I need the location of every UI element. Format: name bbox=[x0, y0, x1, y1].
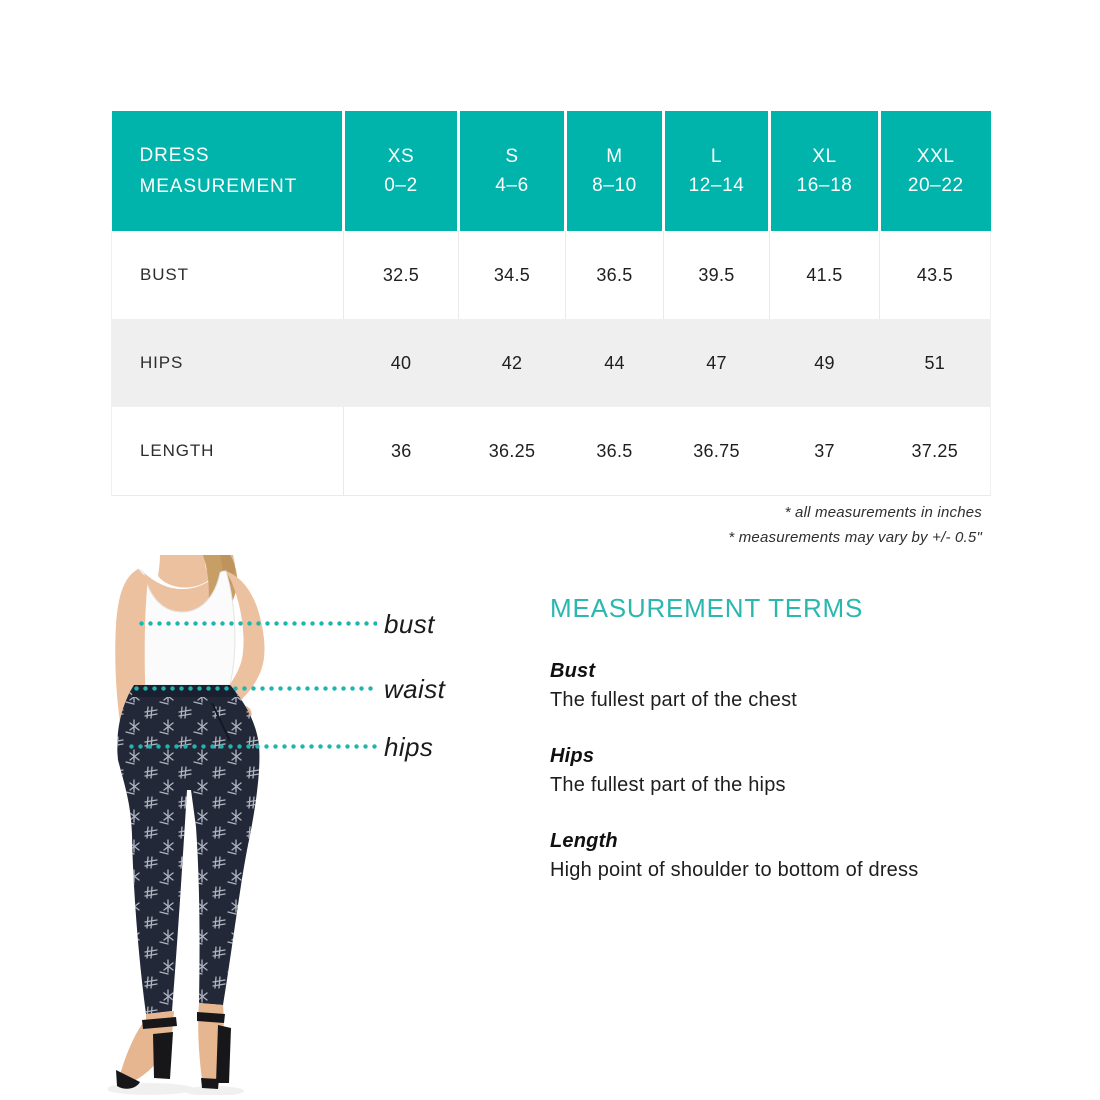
cell-bust-xl: 41.5 bbox=[770, 231, 880, 319]
column-header-xxl bbox=[880, 111, 991, 231]
table-row-length bbox=[112, 407, 991, 496]
table-title-cell: DRESS MEASUREMENT bbox=[112, 111, 344, 231]
size-name: S bbox=[505, 146, 519, 167]
model-figure-illustration bbox=[108, 555, 356, 1095]
measurement-terms-section bbox=[550, 593, 1030, 915]
size-range: 0–2 bbox=[384, 175, 418, 196]
column-header-l bbox=[664, 111, 770, 231]
footnote-units: * all measurements in inches bbox=[784, 504, 982, 521]
size-name: XS bbox=[387, 146, 415, 167]
table-header bbox=[112, 111, 991, 231]
cell-bust-s: 34.5 bbox=[459, 231, 566, 319]
term-name: Bust bbox=[550, 660, 596, 682]
size-name: XL bbox=[812, 146, 837, 167]
size-range: 8–10 bbox=[592, 175, 637, 196]
row-label-bust: BUST bbox=[112, 231, 344, 319]
size-name: M bbox=[606, 146, 623, 167]
cell-bust-m: 36.5 bbox=[566, 231, 664, 319]
bust-line-label: bust bbox=[384, 609, 435, 639]
feet-and-sandals bbox=[116, 1003, 231, 1089]
cell-hips-s: 42 bbox=[459, 319, 566, 407]
waist-line-label: waist bbox=[384, 674, 446, 704]
term-name: Hips bbox=[550, 745, 595, 767]
cell-hips-l: 47 bbox=[664, 319, 770, 407]
cell-length-s: 36.25 bbox=[459, 407, 566, 496]
term-item-length bbox=[550, 830, 1030, 882]
size-range: 20–22 bbox=[907, 175, 964, 196]
column-header-s bbox=[459, 111, 566, 231]
cell-hips-m: 44 bbox=[566, 319, 664, 407]
cell-length-l: 36.75 bbox=[664, 407, 770, 496]
cell-hips-xs: 40 bbox=[344, 319, 459, 407]
size-range: 12–14 bbox=[688, 175, 745, 196]
size-name: L bbox=[710, 146, 723, 167]
waist-dotted-line bbox=[132, 686, 377, 691]
model-photo bbox=[108, 555, 356, 1095]
cell-bust-l: 39.5 bbox=[664, 231, 770, 319]
hips-dotted-line bbox=[127, 744, 377, 749]
cell-length-xxl: 37.25 bbox=[880, 407, 991, 496]
terms-heading: MEASUREMENT TERMS bbox=[550, 593, 864, 623]
table-row-hips bbox=[112, 319, 991, 407]
term-definition: The fullest part of the chest bbox=[550, 689, 798, 711]
patterned-pants bbox=[117, 685, 259, 1014]
size-range: 16–18 bbox=[796, 175, 853, 196]
column-header-xl bbox=[770, 111, 880, 231]
term-name: Length bbox=[550, 830, 618, 852]
cell-length-xl: 37 bbox=[770, 407, 880, 496]
size-range: 4–6 bbox=[495, 175, 529, 196]
column-header-xs bbox=[344, 111, 459, 231]
cell-hips-xxl: 51 bbox=[880, 319, 991, 407]
size-name: XXL bbox=[916, 146, 955, 167]
cell-length-m: 36.5 bbox=[566, 407, 664, 496]
bust-dotted-line bbox=[137, 621, 377, 626]
footnote-tolerance: * measurements may vary by +/- 0.5" bbox=[728, 529, 982, 546]
row-label-length: LENGTH bbox=[112, 407, 344, 496]
cell-length-xs: 36 bbox=[344, 407, 459, 496]
column-header-m bbox=[566, 111, 664, 231]
cell-bust-xs: 32.5 bbox=[344, 231, 459, 319]
term-definition: The fullest part of the hips bbox=[550, 774, 786, 796]
cell-bust-xxl: 43.5 bbox=[880, 231, 991, 319]
term-item-bust bbox=[550, 660, 1030, 712]
size-chart-table bbox=[111, 111, 991, 496]
row-label-hips: HIPS bbox=[112, 319, 344, 407]
term-item-hips bbox=[550, 745, 1030, 797]
footnotes bbox=[111, 500, 982, 550]
cell-hips-xl: 49 bbox=[770, 319, 880, 407]
table-row-bust bbox=[112, 231, 991, 319]
hips-line-label: hips bbox=[384, 732, 434, 762]
term-definition: High point of shoulder to bottom of dress bbox=[550, 859, 919, 881]
